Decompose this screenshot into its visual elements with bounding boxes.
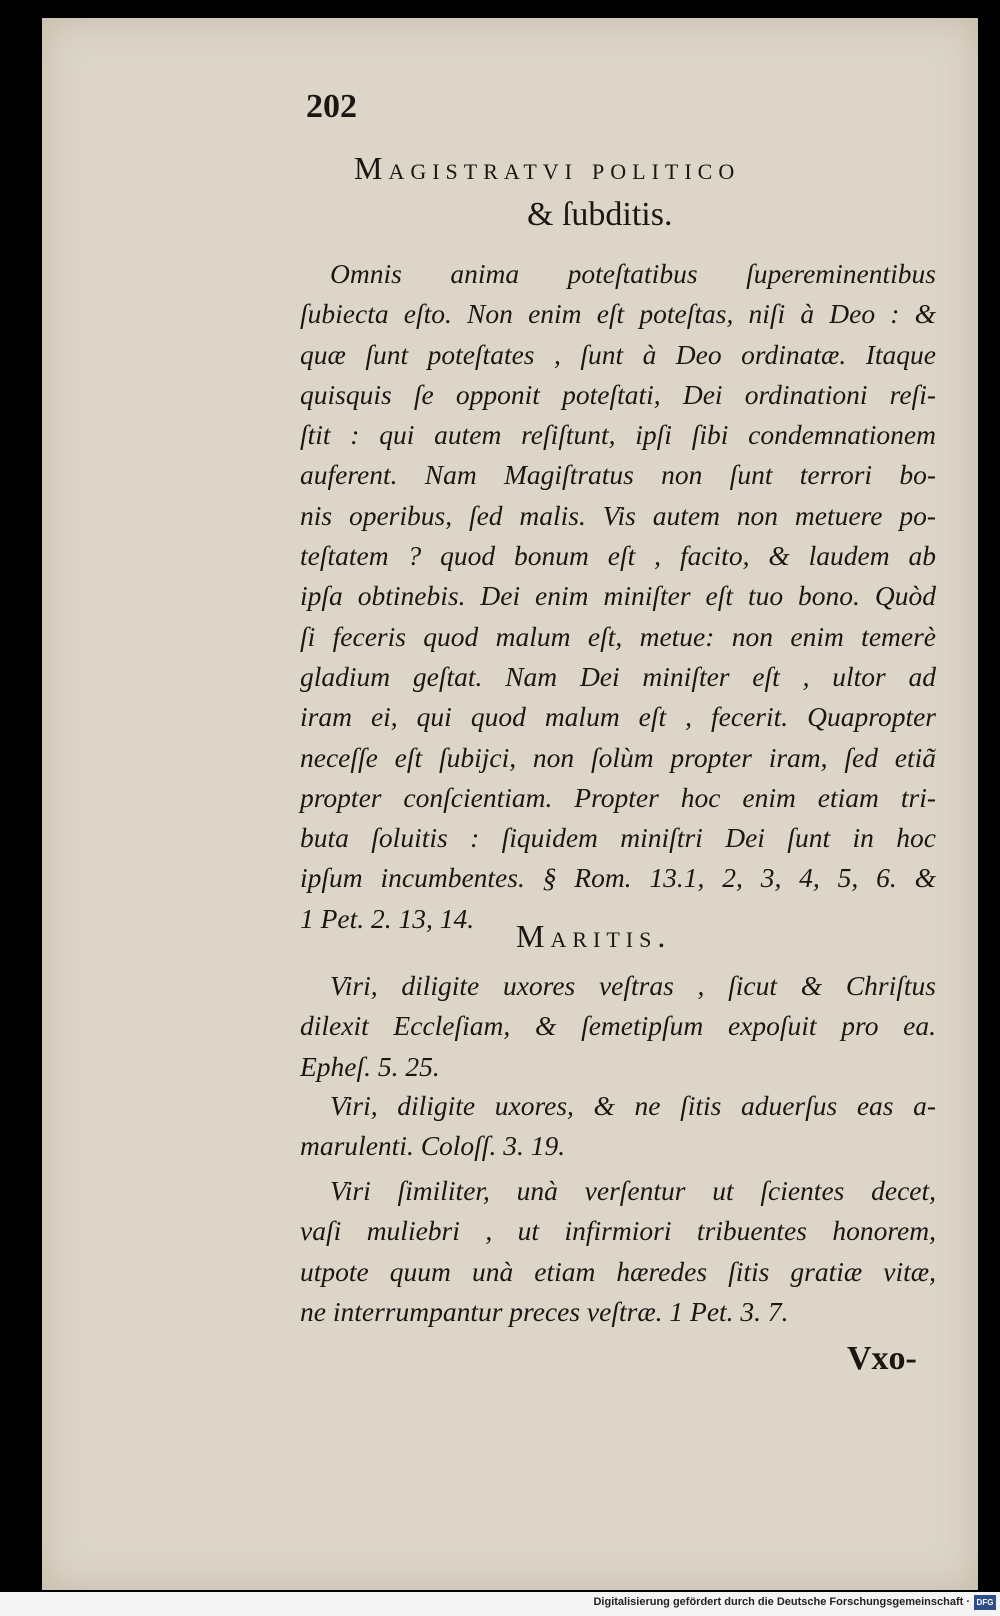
text-line: ſi feceris quod malum eſt, metue: non enim temerè [300, 620, 936, 652]
text-line: nis operibus, ſed malis. Vis autem non metuere po- [300, 499, 936, 531]
text-line: vaſi muliebri , ut infirmiori tribuentes honorem, [300, 1215, 936, 1247]
page-number: 202 [306, 88, 357, 125]
catchword: Vxo- [847, 1340, 917, 1377]
text-line: propter conſcientiam. Propter hoc enim etiam tri- [300, 781, 936, 813]
text-line: marulenti. Coloſſ. 3. 19. [300, 1130, 566, 1162]
text-line: ipſum incumbentes. § Rom. 13.1, 2, 3, 4, 5, 6. & [300, 862, 936, 894]
paragraph-omnis-anima [300, 254, 936, 939]
paragraph-pet [300, 1171, 936, 1332]
text-line: teſtatem ? quod bonum eſt , facito, & laudem ab [300, 540, 936, 572]
text-line: dilexit Eccleſiam, & ſemetipſum expoſuit pro ea. [300, 1010, 936, 1042]
book-page [42, 18, 978, 1590]
text-line: quisquis ſe opponit poteſtati, Dei ordinationi reſi- [300, 378, 936, 410]
paragraph-ephes [300, 966, 936, 1087]
text-line: ſubiecta eſto. Non enim eſt poteſtas, niſi à Deo : & [300, 298, 936, 330]
text-line: Omnis anima poteſtatibus ſupereminentibus [330, 258, 936, 289]
text-line: Viri, diligite uxores, & ne ſitis aduerſus eas a- [330, 1090, 936, 1121]
text-line: iram ei, qui quod malum eſt , fecerit. Quapropter [300, 701, 936, 733]
text-line: Epheſ. 5. 25. [300, 1050, 440, 1082]
digitization-footer [0, 1592, 1000, 1616]
text-line: ſtit : qui autem reſiſtunt, ipſi ſibi condemnationem [300, 419, 936, 451]
text-line: buta ſoluitis : ſiquidem miniſtri Dei ſunt in hoc [300, 822, 936, 854]
dfg-logo-icon: DFG [974, 1595, 996, 1610]
text-line: neceſſe eſt ſubijci, non ſolùm propter iram, ſed etiã [300, 741, 936, 773]
text-line: utpote quum unà etiam hæredes ſitis gratiæ vitæ, [300, 1255, 936, 1287]
text-line: 1 Pet. 2. 13, 14. [300, 902, 475, 934]
text-line: ipſa obtinebis. Dei enim miniſter eſt tuo bono. Quòd [300, 580, 936, 612]
heading-maritis: Maritis. [516, 918, 672, 954]
text-line: auferent. Nam Magiſtratus non ſunt terrori bo- [300, 459, 936, 491]
text-line: Viri, diligite uxores veſtras , ſicut & Chriſtus [330, 970, 936, 1001]
text-line: ne interrumpantur preces veſtræ. 1 Pet. 3. 7. [300, 1295, 789, 1327]
footer-credit: Digitalisierung gefördert durch die Deutsche Forschungsgemeinschaft · [593, 1596, 970, 1608]
paragraph-coloss [300, 1086, 936, 1167]
heading-subditis: & ſubditis. [527, 196, 673, 233]
text-line: Viri ſimiliter, unà verſentur ut ſcientes decet, [330, 1175, 936, 1206]
text-line: quæ ſunt poteſtates , ſunt à Deo ordinatæ. Itaque [300, 338, 936, 370]
text-line: gladium geſtat. Nam Dei miniſter eſt , ultor ad [300, 660, 936, 692]
heading-magistratui: Magistratvi politico [354, 150, 741, 186]
